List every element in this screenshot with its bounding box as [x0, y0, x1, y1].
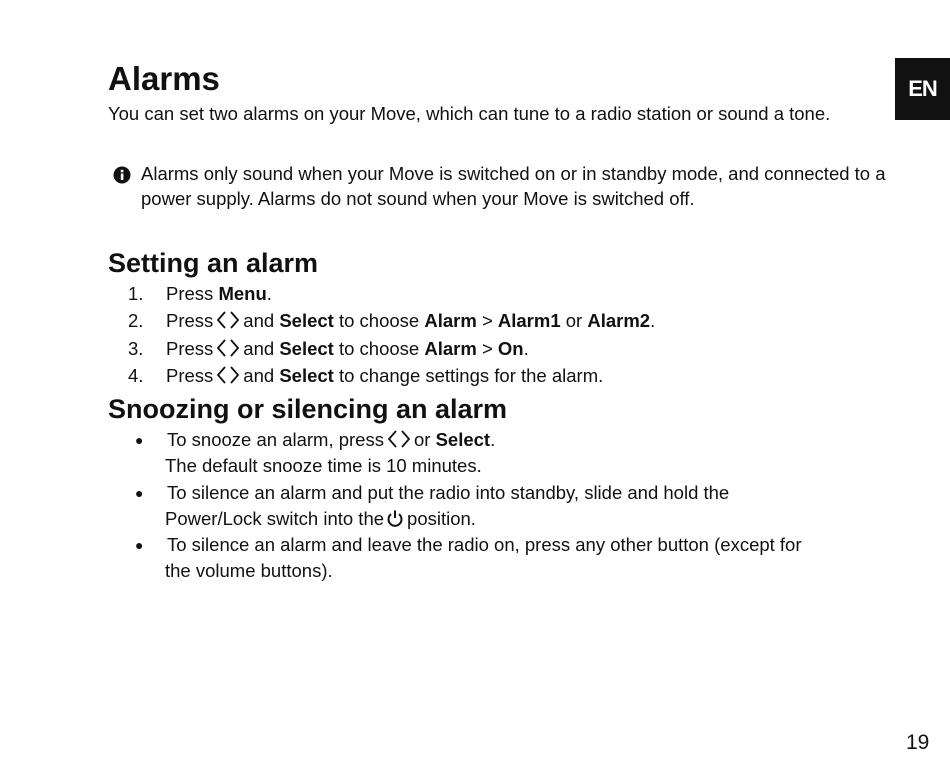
page-number: 19 — [906, 731, 930, 754]
step-number: 4. — [128, 365, 144, 386]
language-tab: EN — [895, 58, 950, 120]
menu-label: Menu — [218, 283, 267, 304]
step-number: 1. — [128, 283, 144, 304]
step-number: 2. — [128, 310, 144, 331]
power-icon — [386, 509, 404, 528]
step-item: 2. Press and Select to choose Alarm > Alarm1 or Alarm2. — [128, 310, 656, 331]
snooze-heading: Snoozing or silencing an alarm — [108, 394, 508, 424]
setting-alarm-heading: Setting an alarm — [108, 248, 319, 278]
bullet-dot: ● — [135, 432, 144, 448]
list-item: ● To silence an alarm and put the radio into standby, slide and hold the Power/Lock switch into the position. — [135, 482, 730, 529]
navigate-arrows-icon — [216, 338, 240, 358]
select-label: Select — [279, 310, 334, 331]
select-label: Select — [435, 429, 491, 450]
navigate-arrows-icon — [387, 429, 411, 449]
navigate-arrows-icon — [216, 310, 240, 330]
step-item: 1. Press Menu. — [128, 283, 272, 304]
step-number: 3. — [128, 338, 144, 359]
step-item: 3. Press and Select to choose Alarm > On. — [128, 338, 529, 359]
step-item: 4. Press and Select to change settings for the alarm. — [128, 365, 604, 386]
info-icon — [113, 166, 131, 184]
intro-paragraph: You can set two alarms on your Move, which can tune to a radio station or sound a tone. — [108, 103, 831, 124]
select-label: Select — [279, 338, 334, 359]
page-title: Alarms — [108, 60, 220, 97]
select-label: Select — [279, 365, 334, 386]
note-text: Alarms only sound when your Move is switched on or in standby mode, and connected to a power supply. Alarms do not sound when your Move is switched off. — [141, 163, 886, 209]
bullet-dot: ● — [135, 537, 144, 553]
navigate-arrows-icon — [216, 365, 240, 385]
list-item: ● To silence an alarm and leave the radio on, press any other button (except for the volume buttons). — [135, 534, 802, 581]
bullet-dot: ● — [135, 485, 144, 501]
list-item: ● To snooze an alarm, press or Select. The default snooze time is 10 minutes. — [135, 429, 496, 476]
